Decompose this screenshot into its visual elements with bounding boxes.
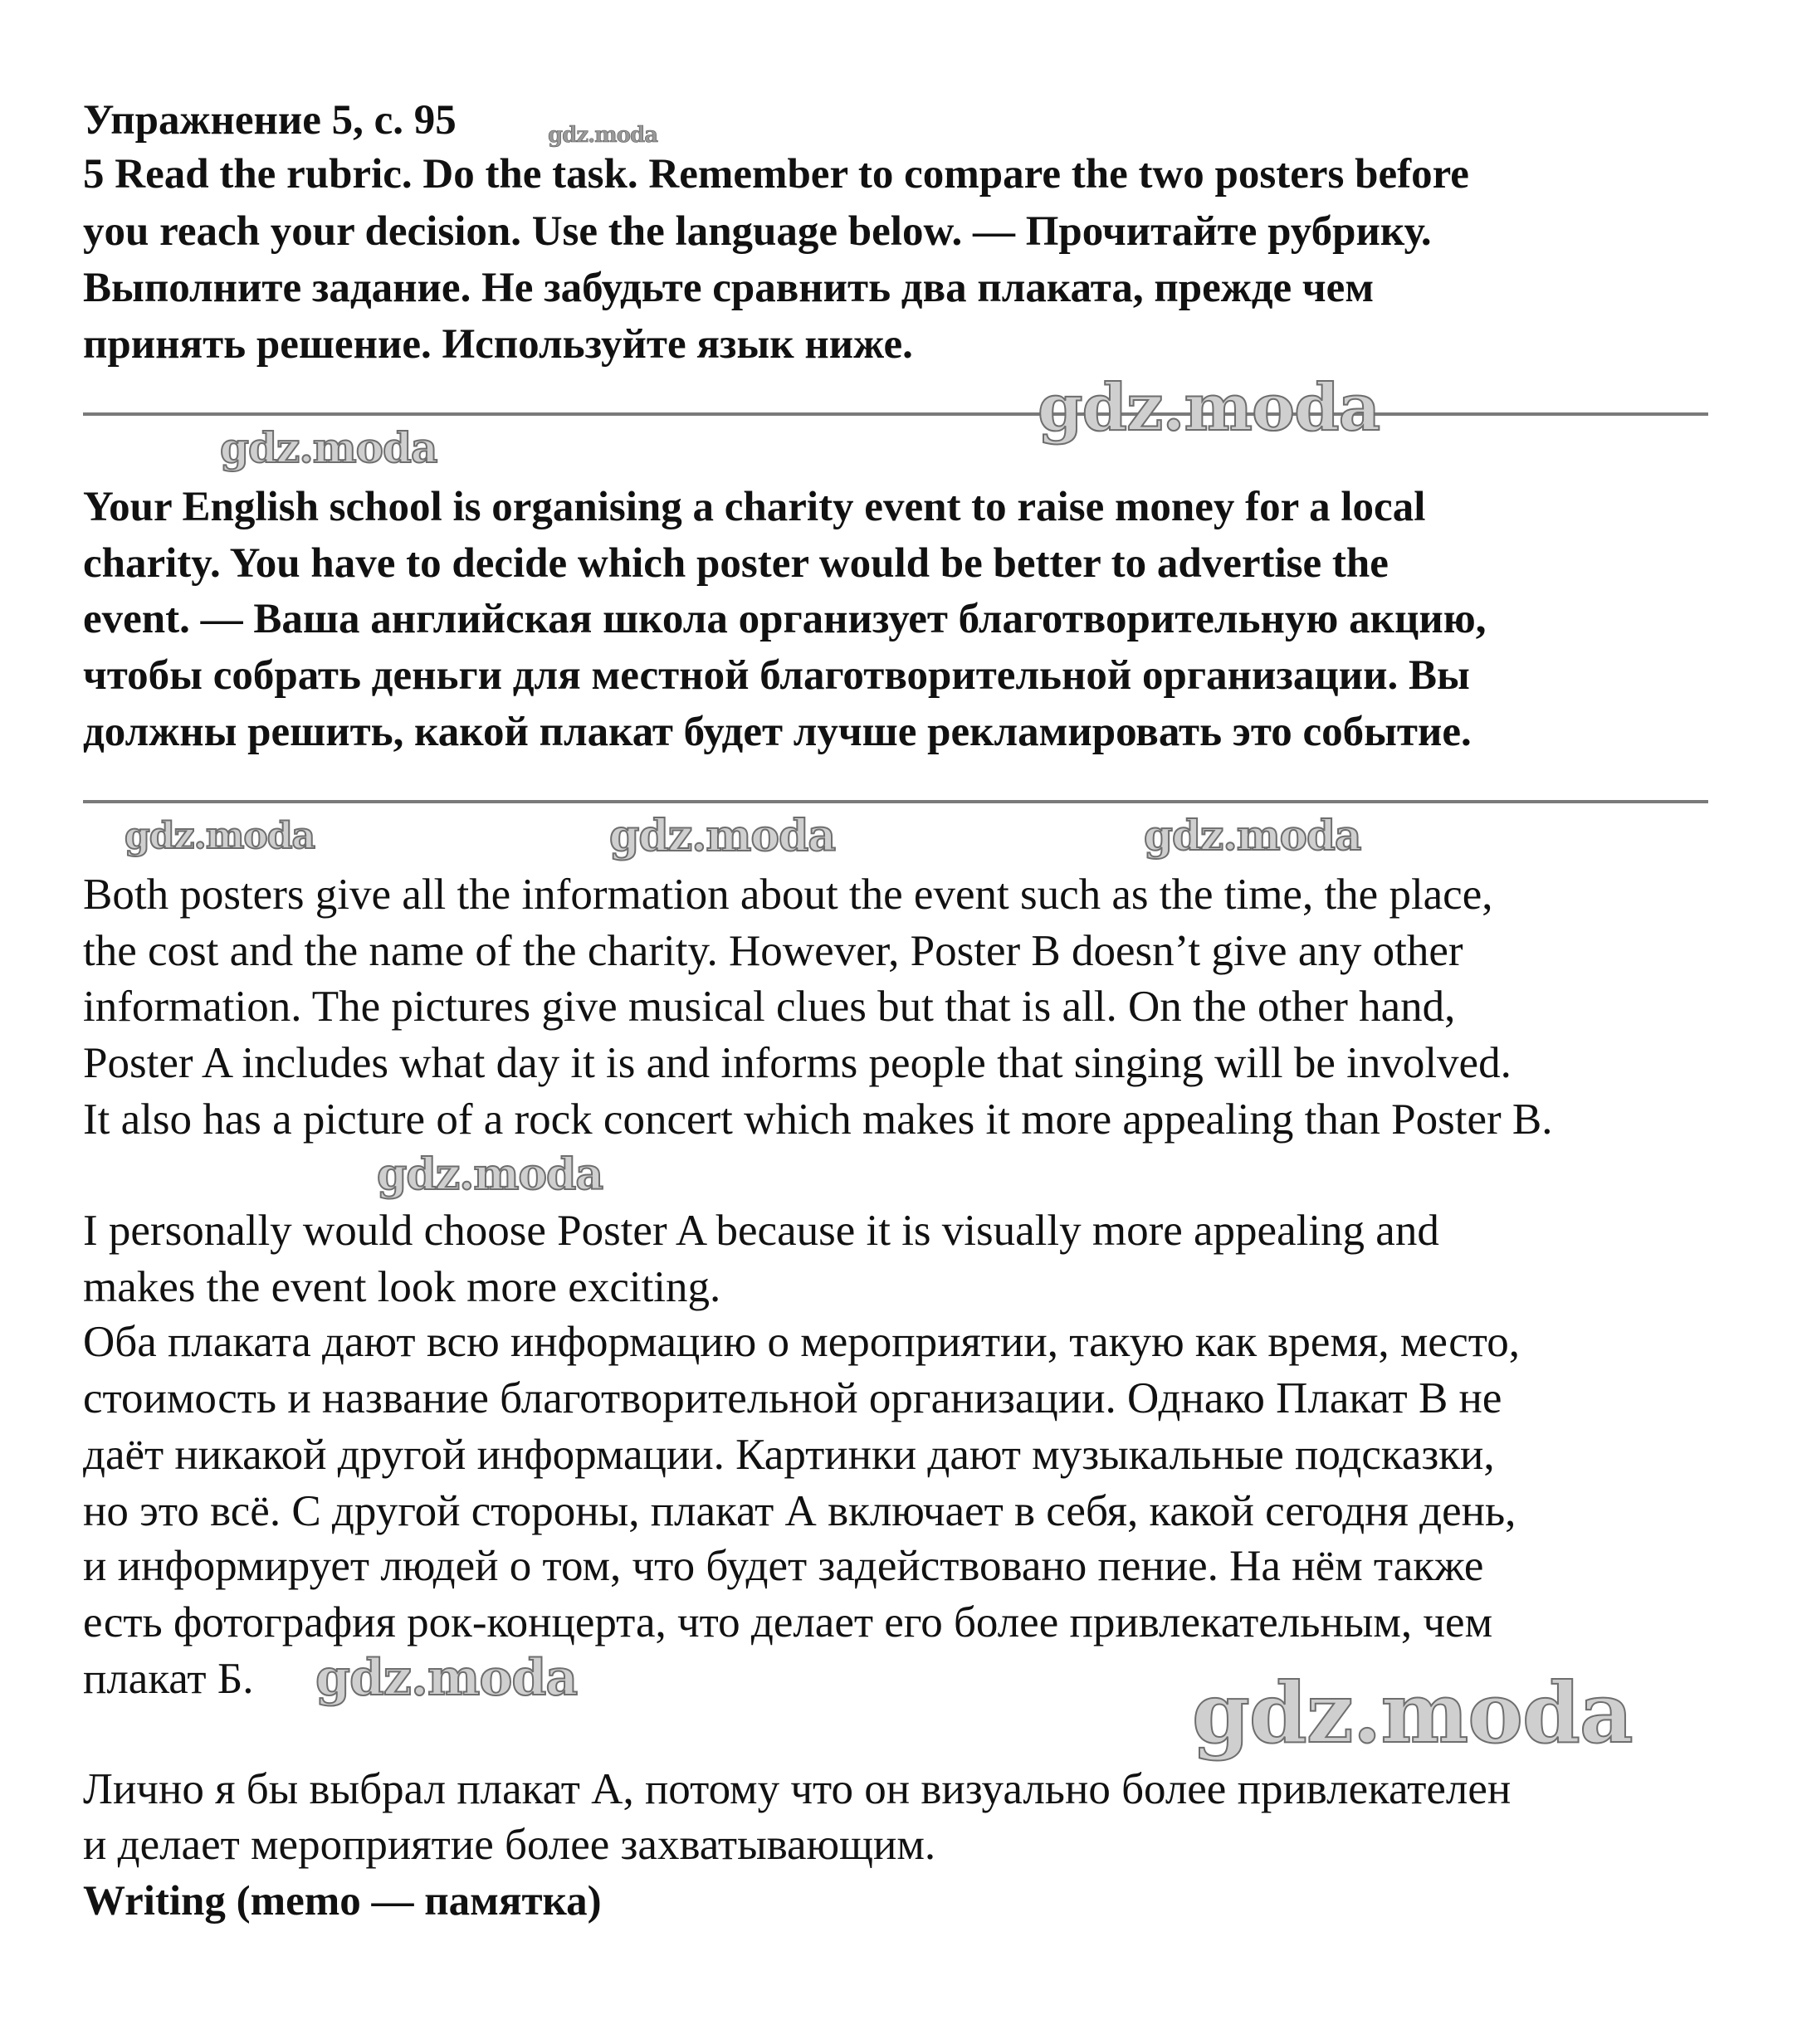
rubric-line: event. — Ваша английская школа организует благотворительную акцию,: [83, 596, 1487, 642]
watermark: gdz.moda: [1144, 811, 1361, 860]
task-line: you reach your decision. Use the language below. — Прочитайте рубрику.: [83, 208, 1432, 255]
rubric-line: Your English school is organising a charity event to raise money for a local: [83, 484, 1426, 530]
task-line: 5 Read the rubric. Do the task. Remember to compare the two posters before: [83, 151, 1469, 198]
rubric-line: чтобы собрать деньги для местной благотворительной организации. Вы: [83, 652, 1470, 699]
watermark: gdz.moda: [125, 815, 315, 857]
watermark: gdz.moda: [377, 1149, 603, 1200]
answer-line: Both posters give all the information about the event such as the time, the place,: [83, 871, 1493, 919]
answer-line: но это всё. С другой стороны, плакат А включает в себя, какой сегодня день,: [83, 1487, 1516, 1535]
answer-line: даёт никакой другой информации. Картинки дают музыкальные подсказки,: [83, 1431, 1495, 1479]
answer-line: плакат Б.: [83, 1655, 254, 1703]
task-line: принять решение. Используйте язык ниже.: [83, 321, 913, 368]
answer-line: стоимость и название благотворительной организации. Однако Плакат В не: [83, 1374, 1502, 1422]
answer-line: information. The pictures give musical clues but that is all. On the other hand,: [83, 983, 1456, 1031]
watermark: gdz.moda: [548, 123, 658, 148]
answer-line: и делает мероприятие более захватывающим.: [83, 1821, 936, 1869]
answer-line: есть фотография рок-концерта, что делает его более привлекательным, чем: [83, 1598, 1493, 1646]
answer-line: Poster A includes what day it is and informs people that singing will be involved.: [83, 1039, 1512, 1087]
answer-line: Лично я бы выбрал плакат А, потому что он визуально более привлекателен: [83, 1765, 1512, 1813]
section-heading: Writing (memo — памятка): [83, 1878, 602, 1924]
answer-line: Оба плаката дают всю информацию о мероприятии, такую как время, место,: [83, 1318, 1520, 1366]
answer-line: the cost and the name of the charity. However, Poster B doesn’t give any other: [83, 927, 1463, 975]
answer-line: It also has a picture of a rock concert which makes it more appealing than Poster B.: [83, 1095, 1553, 1144]
watermark: gdz.moda: [609, 811, 836, 861]
answer-line: I personally would choose Poster A because it is visually more appealing and: [83, 1207, 1439, 1255]
rubric-line: должны решить, какой плакат будет лучше рекламировать это событие.: [83, 709, 1472, 755]
watermark: gdz.moda: [220, 423, 437, 472]
watermark: gdz.moda: [315, 1649, 578, 1707]
rubric-line: charity. You have to decide which poster would be better to advertise the: [83, 540, 1389, 587]
watermark: gdz.moda: [1038, 370, 1380, 446]
exercise-title: Упражнение 5, с. 95: [83, 97, 457, 144]
task-line: Выполните задание. Не забудьте сравнить два плаката, прежде чем: [83, 265, 1375, 311]
answer-line: и информирует людей о том, что будет задействовано пение. На нём также: [83, 1542, 1484, 1590]
divider: [83, 412, 1708, 416]
answer-line: makes the event look more exciting.: [83, 1263, 721, 1311]
divider: [83, 800, 1708, 803]
watermark: gdz.moda: [1192, 1664, 1633, 1762]
